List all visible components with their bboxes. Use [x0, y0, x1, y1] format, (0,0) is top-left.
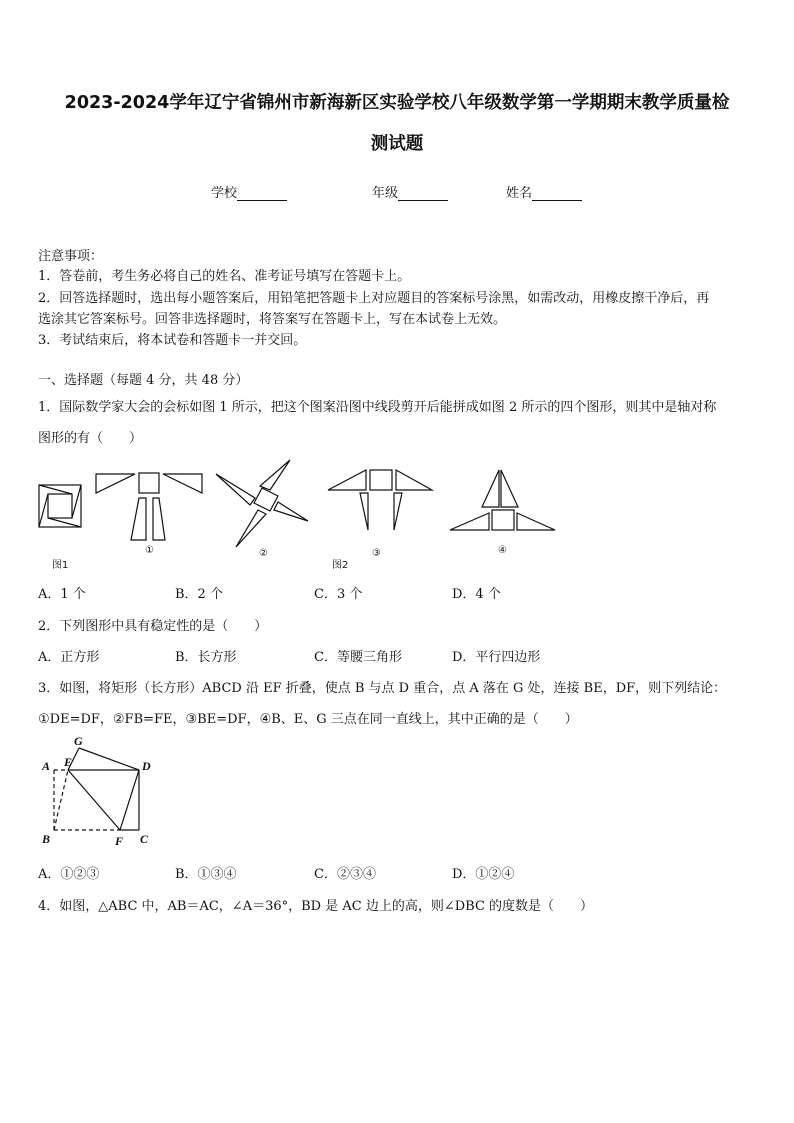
q3-option-b: B．①③④	[175, 867, 237, 882]
q2-option-b: B．长方形	[175, 650, 237, 665]
point-d-label: D	[142, 759, 151, 773]
grade-label: 年级	[372, 186, 399, 201]
point-g-label: G	[74, 734, 83, 748]
page-title-line1: 2023-2024学年辽宁省锦州市新海新区实验学校八年级数学第一学期期末教学质量检	[64, 93, 730, 113]
fig1-label: 图1	[52, 560, 69, 571]
q2-option-c: C．等腰三角形	[314, 650, 402, 665]
point-f-label: F	[115, 834, 124, 848]
section-heading: 一、选择题（每题 4 分，共 48 分）	[38, 373, 249, 388]
q1-option-a: A．1 个	[38, 587, 86, 602]
q3-option-c: C．②③④	[314, 867, 376, 882]
q2-option-a: A．正方形	[38, 650, 100, 665]
q3-option-a: A．①②③	[38, 867, 100, 882]
shape-label-3: ③	[372, 548, 381, 559]
q2-option-d: D．平行四边形	[452, 650, 541, 665]
point-e-label: E	[64, 755, 73, 769]
page-title-line2: 测试题	[370, 134, 424, 154]
notice-item-2-line2: 选涂其它答案标号。回答非选择题时，将答案写在答题卡上，写在本试卷上无效。	[38, 312, 507, 327]
fig2-label: 图2	[332, 560, 349, 571]
q3-text-line1: 3．如图，将矩形（长方形）ABCD 沿 EF 折叠，使点 B 与点 D 重合，点 A 落在 G 处，连接 BE，DF，则下列结论：	[38, 681, 727, 696]
shape-label-2: ②	[259, 548, 268, 559]
q1-option-c: C．3 个	[314, 587, 363, 602]
q2-text: 2．下列图形中具有稳定性的是（ ）	[38, 619, 268, 634]
point-a-label: A	[42, 759, 51, 773]
q1-text-line2: 图形的有（ ）	[38, 431, 143, 446]
notice-heading: 注意事项：	[38, 249, 104, 264]
q3-text-line2: ①DE=DF，②FB=FE，③BE=DF，④B、E、G 三点在同一直线上，其中正确的是（ ）	[38, 712, 578, 727]
shape-label-4: ④	[498, 545, 507, 556]
notice-item-2-line1: 2．回答选择题时，选出每小题答案后，用铅笔把答题卡上对应题目的答案标号涂黑，如需改动，用橡皮擦干净后，再	[38, 291, 710, 306]
q1-text-line1: 1．国际数学家大会的会标如图 1 所示，把这个图案沿图中线段剪开后能拼成如图 2 所示的四个图形，则其中是轴对称	[38, 400, 717, 415]
point-b-label: B	[42, 832, 51, 846]
point-c-label: C	[140, 832, 149, 846]
q1-option-d: D．4 个	[452, 587, 501, 602]
name-label: 姓名	[506, 186, 533, 201]
shape-label-1: ①	[145, 545, 154, 556]
q1-option-b: B．2 个	[175, 587, 223, 602]
notice-item-3: 3．考试结束后，将本试卷和答题卡一并交回。	[38, 333, 307, 348]
q4-text: 4．如图，△ABC 中，AB＝AC，∠A＝36°，BD 是 AC 边上的高，则∠DBC 的度数是（ ）	[38, 899, 594, 914]
school-label: 学校	[211, 186, 238, 201]
notice-item-1: 1．答卷前，考生务必将自己的姓名、准考证号填写在答题卡上。	[38, 269, 411, 284]
q3-option-d: D．①②④	[452, 867, 515, 882]
